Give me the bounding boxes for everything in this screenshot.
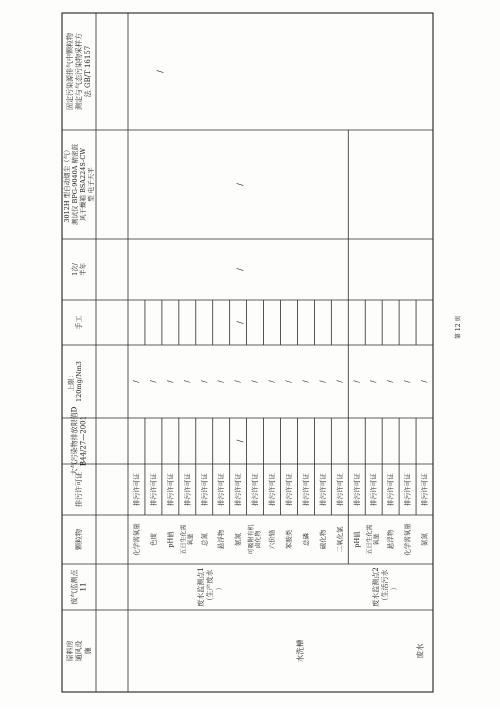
limit-dash: / — [352, 380, 361, 383]
permit-basis: 排污许可证 — [386, 473, 395, 506]
monitoring-point-1: 废水监测点1 — [197, 567, 205, 607]
page-footer: 第 12 页 — [455, 315, 462, 339]
permit-basis: 排污许可证 — [251, 473, 260, 506]
header-instruments: 风干燥箱 BSA224S-CW — [79, 148, 87, 221]
header-frequency: 半年 — [79, 263, 87, 276]
header-regulation: B44/27—2001 — [79, 415, 88, 467]
pollutant-item: 氧量 — [187, 533, 195, 546]
monitoring-point-1: ） — [215, 583, 223, 591]
permit-basis: 排污许可证 — [335, 473, 344, 506]
pollutant-item: 氨氮 — [420, 533, 429, 546]
pollutant-item: 五日生化需 — [180, 524, 188, 555]
limit-dash: / — [234, 380, 243, 383]
header-instruments: 3012H 型自动烟尘（气） — [63, 146, 71, 223]
permit-basis: 排污许可证 — [301, 473, 310, 506]
permit-basis: 排污许可证 — [234, 473, 243, 506]
monitoring-point-2: ） — [390, 583, 398, 591]
permit-basis: 排污许可证 — [132, 473, 141, 506]
limit-dash: / — [217, 380, 226, 383]
limit-dash: / — [149, 380, 158, 383]
permit-basis: 排污许可证 — [369, 473, 378, 506]
limit-dash: / — [403, 380, 412, 383]
pollutant-item: 化学需氧量 — [403, 523, 412, 556]
pollutant-item: pH值 — [166, 531, 175, 548]
category-label: 废水 — [415, 643, 425, 659]
header-facility: 通风设 — [75, 640, 83, 662]
frequency-dash: / — [235, 268, 245, 271]
permit-basis: 排污许可证 — [200, 473, 209, 506]
limit-dash: / — [251, 380, 260, 383]
pollutant-item: 氧量 — [373, 533, 381, 546]
facility-name: 水洗槽 — [295, 639, 305, 663]
header-standard: 固定污染源排气中颗粒物 — [66, 33, 74, 110]
limit-dash: / — [335, 380, 344, 383]
limit-dash: / — [183, 380, 192, 383]
limit-dash: / — [369, 380, 378, 383]
header-instruments: 测试仪 BPG-9040A 精密鼓 — [71, 143, 79, 226]
permit-basis: 排污许可证 — [149, 473, 158, 506]
pollutant-item: 氨氮 — [234, 533, 243, 546]
limit-dash: / — [318, 380, 327, 383]
limit-dash: / — [132, 380, 141, 383]
pollutant-item: 总氮 — [200, 533, 209, 546]
header-method: 手工 — [75, 315, 83, 330]
limit-dash: / — [386, 380, 395, 383]
pollutant-item: 二氧化氯 — [335, 526, 344, 553]
monitoring-point-2: 废水监测点2 — [372, 567, 380, 607]
regulation-dash: / — [235, 439, 245, 443]
permit-basis: 排污许可证 — [403, 473, 412, 506]
header-regulation: 大气污染物排放限值D — [70, 406, 79, 476]
header-limit: 120mg/Nm3 — [75, 361, 83, 402]
header-frequency: 1次/ — [71, 263, 79, 276]
permit-basis: 排污许可证 — [183, 473, 192, 506]
permit-basis: 排污许可证 — [318, 473, 327, 506]
standard-dash: / — [155, 70, 165, 73]
pollutant-item: 六价铬 — [268, 529, 277, 550]
pollutant-item: 总磷 — [301, 533, 310, 546]
pollutant-item: pH值 — [352, 531, 361, 548]
pollutant-item: 五日生化需 — [366, 524, 374, 555]
permit-basis: 排污许可证 — [284, 473, 293, 506]
limit-dash: / — [166, 380, 175, 383]
pollutant-item: 悬浮物 — [217, 529, 226, 550]
permit-basis: 排污许可证 — [268, 473, 277, 506]
header-limit: 上限： — [67, 371, 75, 392]
permit-basis: 排污许可证 — [217, 473, 226, 506]
limit-dash: / — [284, 380, 293, 383]
pollutant-item: 色度 — [149, 533, 158, 546]
permit-basis: 排污许可证 — [352, 473, 361, 506]
header-pollutant: 颗粒物 — [75, 529, 83, 550]
limit-dash: / — [420, 380, 429, 383]
header-basis: 排污许可证 — [75, 472, 83, 507]
pollutant-item: 悬浮物 — [386, 529, 395, 550]
pollutant-item: 硫化物 — [318, 529, 327, 550]
monitoring-point-2: （生活污水 — [381, 569, 389, 605]
permit-basis: 排污许可证 — [166, 473, 175, 506]
header-point: 废气监测点 — [70, 569, 79, 605]
header-point: 11 — [79, 582, 88, 592]
header-standard: 测定与气态污染物采样方 — [75, 33, 83, 110]
limit-dash: / — [301, 380, 310, 383]
pollutant-item: 化学需氧量 — [132, 523, 141, 556]
limit-dash: / — [268, 380, 277, 383]
pollutant-item: 苯胺类 — [284, 529, 293, 550]
header-standard: 法 GB/T 16157 — [84, 45, 92, 98]
method-dash: / — [235, 321, 245, 324]
instrument-dash: / — [235, 183, 245, 186]
monitoring-point-1: （生产废水 — [206, 569, 214, 605]
pollutant-item: 可吸附有机 — [248, 524, 256, 555]
pollutant-item: 卤化物 — [255, 530, 263, 549]
header-instruments: 型 电子天平 — [87, 167, 95, 202]
permit-basis: 排污许可证 — [420, 473, 429, 506]
limit-dash: / — [200, 380, 209, 383]
header-facility: 原料房 — [66, 640, 74, 662]
header-facility: 施 — [84, 647, 92, 655]
